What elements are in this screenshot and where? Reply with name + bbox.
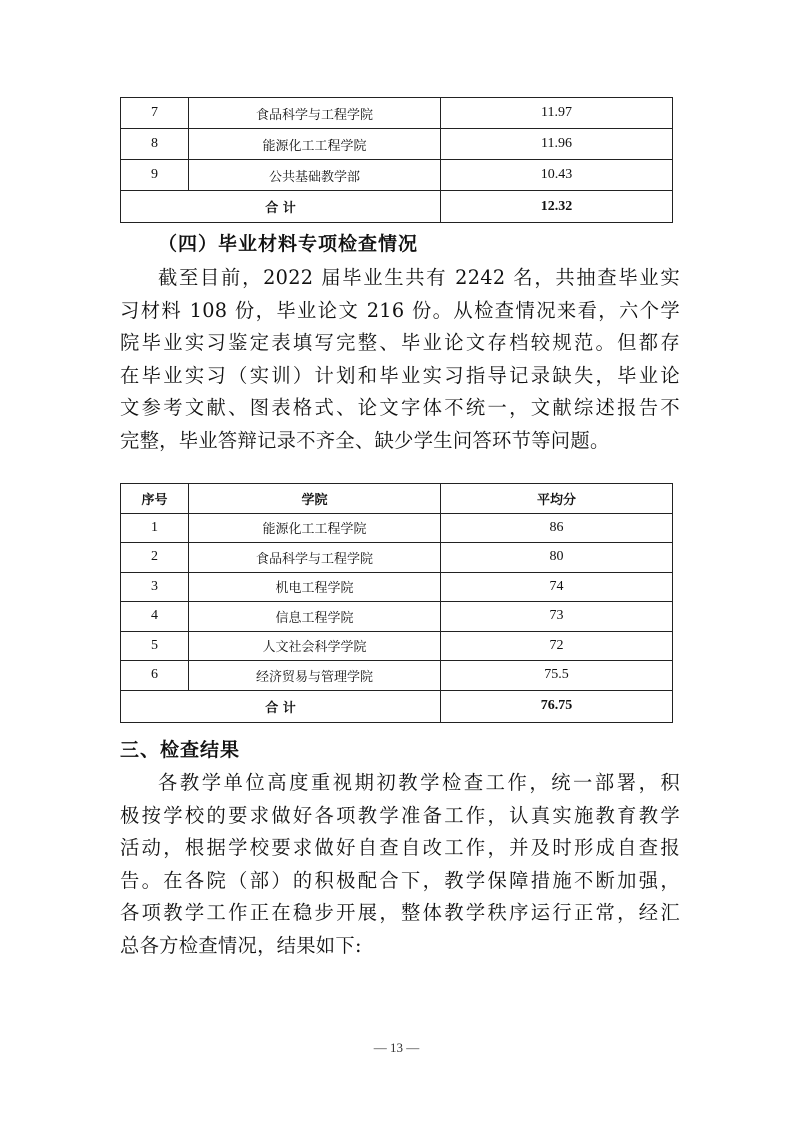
- section-heading: 三、检查结果: [120, 739, 241, 761]
- row-number: 7: [121, 98, 189, 129]
- table-row: [121, 661, 673, 691]
- row-number: 1: [121, 513, 189, 543]
- college-name: 能源化工工程学院: [189, 513, 441, 543]
- score-value: 80: [441, 543, 673, 573]
- table-total-row: [121, 690, 673, 722]
- table-row: [121, 631, 673, 661]
- college-name: 能源化工工程学院: [189, 129, 441, 160]
- row-number: 4: [121, 602, 189, 632]
- score-value: 10.43: [441, 160, 673, 191]
- college-name: 公共基础教学部: [189, 160, 441, 191]
- total-value: 76.75: [441, 690, 673, 722]
- score-value: 74: [441, 572, 673, 602]
- paragraph: [120, 767, 680, 962]
- row-number: 8: [121, 129, 189, 160]
- score-value: 86: [441, 513, 673, 543]
- paragraph: [120, 262, 680, 457]
- section-heading: （四）毕业材料专项检查情况: [158, 233, 419, 255]
- paragraph-line: 各教学单位高度重视期初教学检查工作，统一部署，积: [158, 771, 680, 794]
- paragraph-line: 完整，毕业答辩记录不齐全、缺少学生问答环节等问题。: [120, 428, 610, 452]
- total-label: 合 计: [121, 690, 441, 722]
- paragraph-line: 院毕业实习鉴定表填写完整、毕业论文存档较规范。但都存: [120, 331, 680, 354]
- table-row: [121, 572, 673, 602]
- average-score-table: [120, 483, 673, 723]
- score-value: 11.96: [441, 129, 673, 160]
- table-row: [121, 98, 673, 129]
- college-name: 信息工程学院: [189, 602, 441, 632]
- table-row: [121, 602, 673, 632]
- table-row: [121, 513, 673, 543]
- college-name: 人文社会科学学院: [189, 631, 441, 661]
- row-number: 9: [121, 160, 189, 191]
- total-label: 合 计: [121, 191, 441, 223]
- row-number: 6: [121, 661, 189, 691]
- table-total-row: [121, 191, 673, 223]
- score-value: 75.5: [441, 661, 673, 691]
- row-number: 5: [121, 631, 189, 661]
- column-header: 平均分: [441, 484, 673, 514]
- table-row: [121, 160, 673, 191]
- paragraph-line: 在毕业实习（实训）计划和毕业实习指导记录缺失，毕业论: [120, 363, 680, 387]
- score-value: 11.97: [441, 98, 673, 129]
- table-row: [121, 129, 673, 160]
- college-name: 机电工程学院: [189, 572, 441, 602]
- column-header: 学院: [189, 484, 441, 514]
- paragraph-line: 极按学校的要求做好各项教学准备工作，认真实施教育教学: [120, 803, 680, 827]
- score-value: 73: [441, 602, 673, 632]
- paragraph-line: 文参考文献、图表格式、论文字体不统一，文献综述报告不: [120, 396, 680, 419]
- score-value: 72: [441, 631, 673, 661]
- table-row: [121, 543, 673, 573]
- row-number: 2: [121, 543, 189, 573]
- paragraph-line: 告。在各院（部）的积极配合下，教学保障措施不断加强，: [120, 868, 680, 892]
- paragraph-line: 总各方检查情况，结果如下:: [120, 933, 362, 957]
- paragraph-line: 活动，根据学校要求做好自查自改工作，并及时形成自查报: [120, 836, 680, 859]
- college-name: 经济贸易与管理学院: [189, 661, 441, 691]
- paragraph-line: 截至目前，2022 届毕业生共有 2242 名，共抽查毕业实: [158, 266, 680, 289]
- row-number: 3: [121, 572, 189, 602]
- total-value: 12.32: [441, 191, 673, 223]
- college-name: 食品科学与工程学院: [189, 98, 441, 129]
- paragraph-line: 习材料 108 份，毕业论文 216 份。从检查情况来看，六个学: [120, 298, 680, 322]
- paragraph-line: 各项教学工作正在稳步开展，整体教学秩序运行正常，经汇: [120, 901, 680, 924]
- page-number: — 13 —: [373, 1040, 420, 1055]
- column-header: 序号: [121, 484, 189, 514]
- table-header-row: [121, 484, 673, 514]
- college-name: 食品科学与工程学院: [189, 543, 441, 573]
- score-table-continued: [120, 97, 673, 223]
